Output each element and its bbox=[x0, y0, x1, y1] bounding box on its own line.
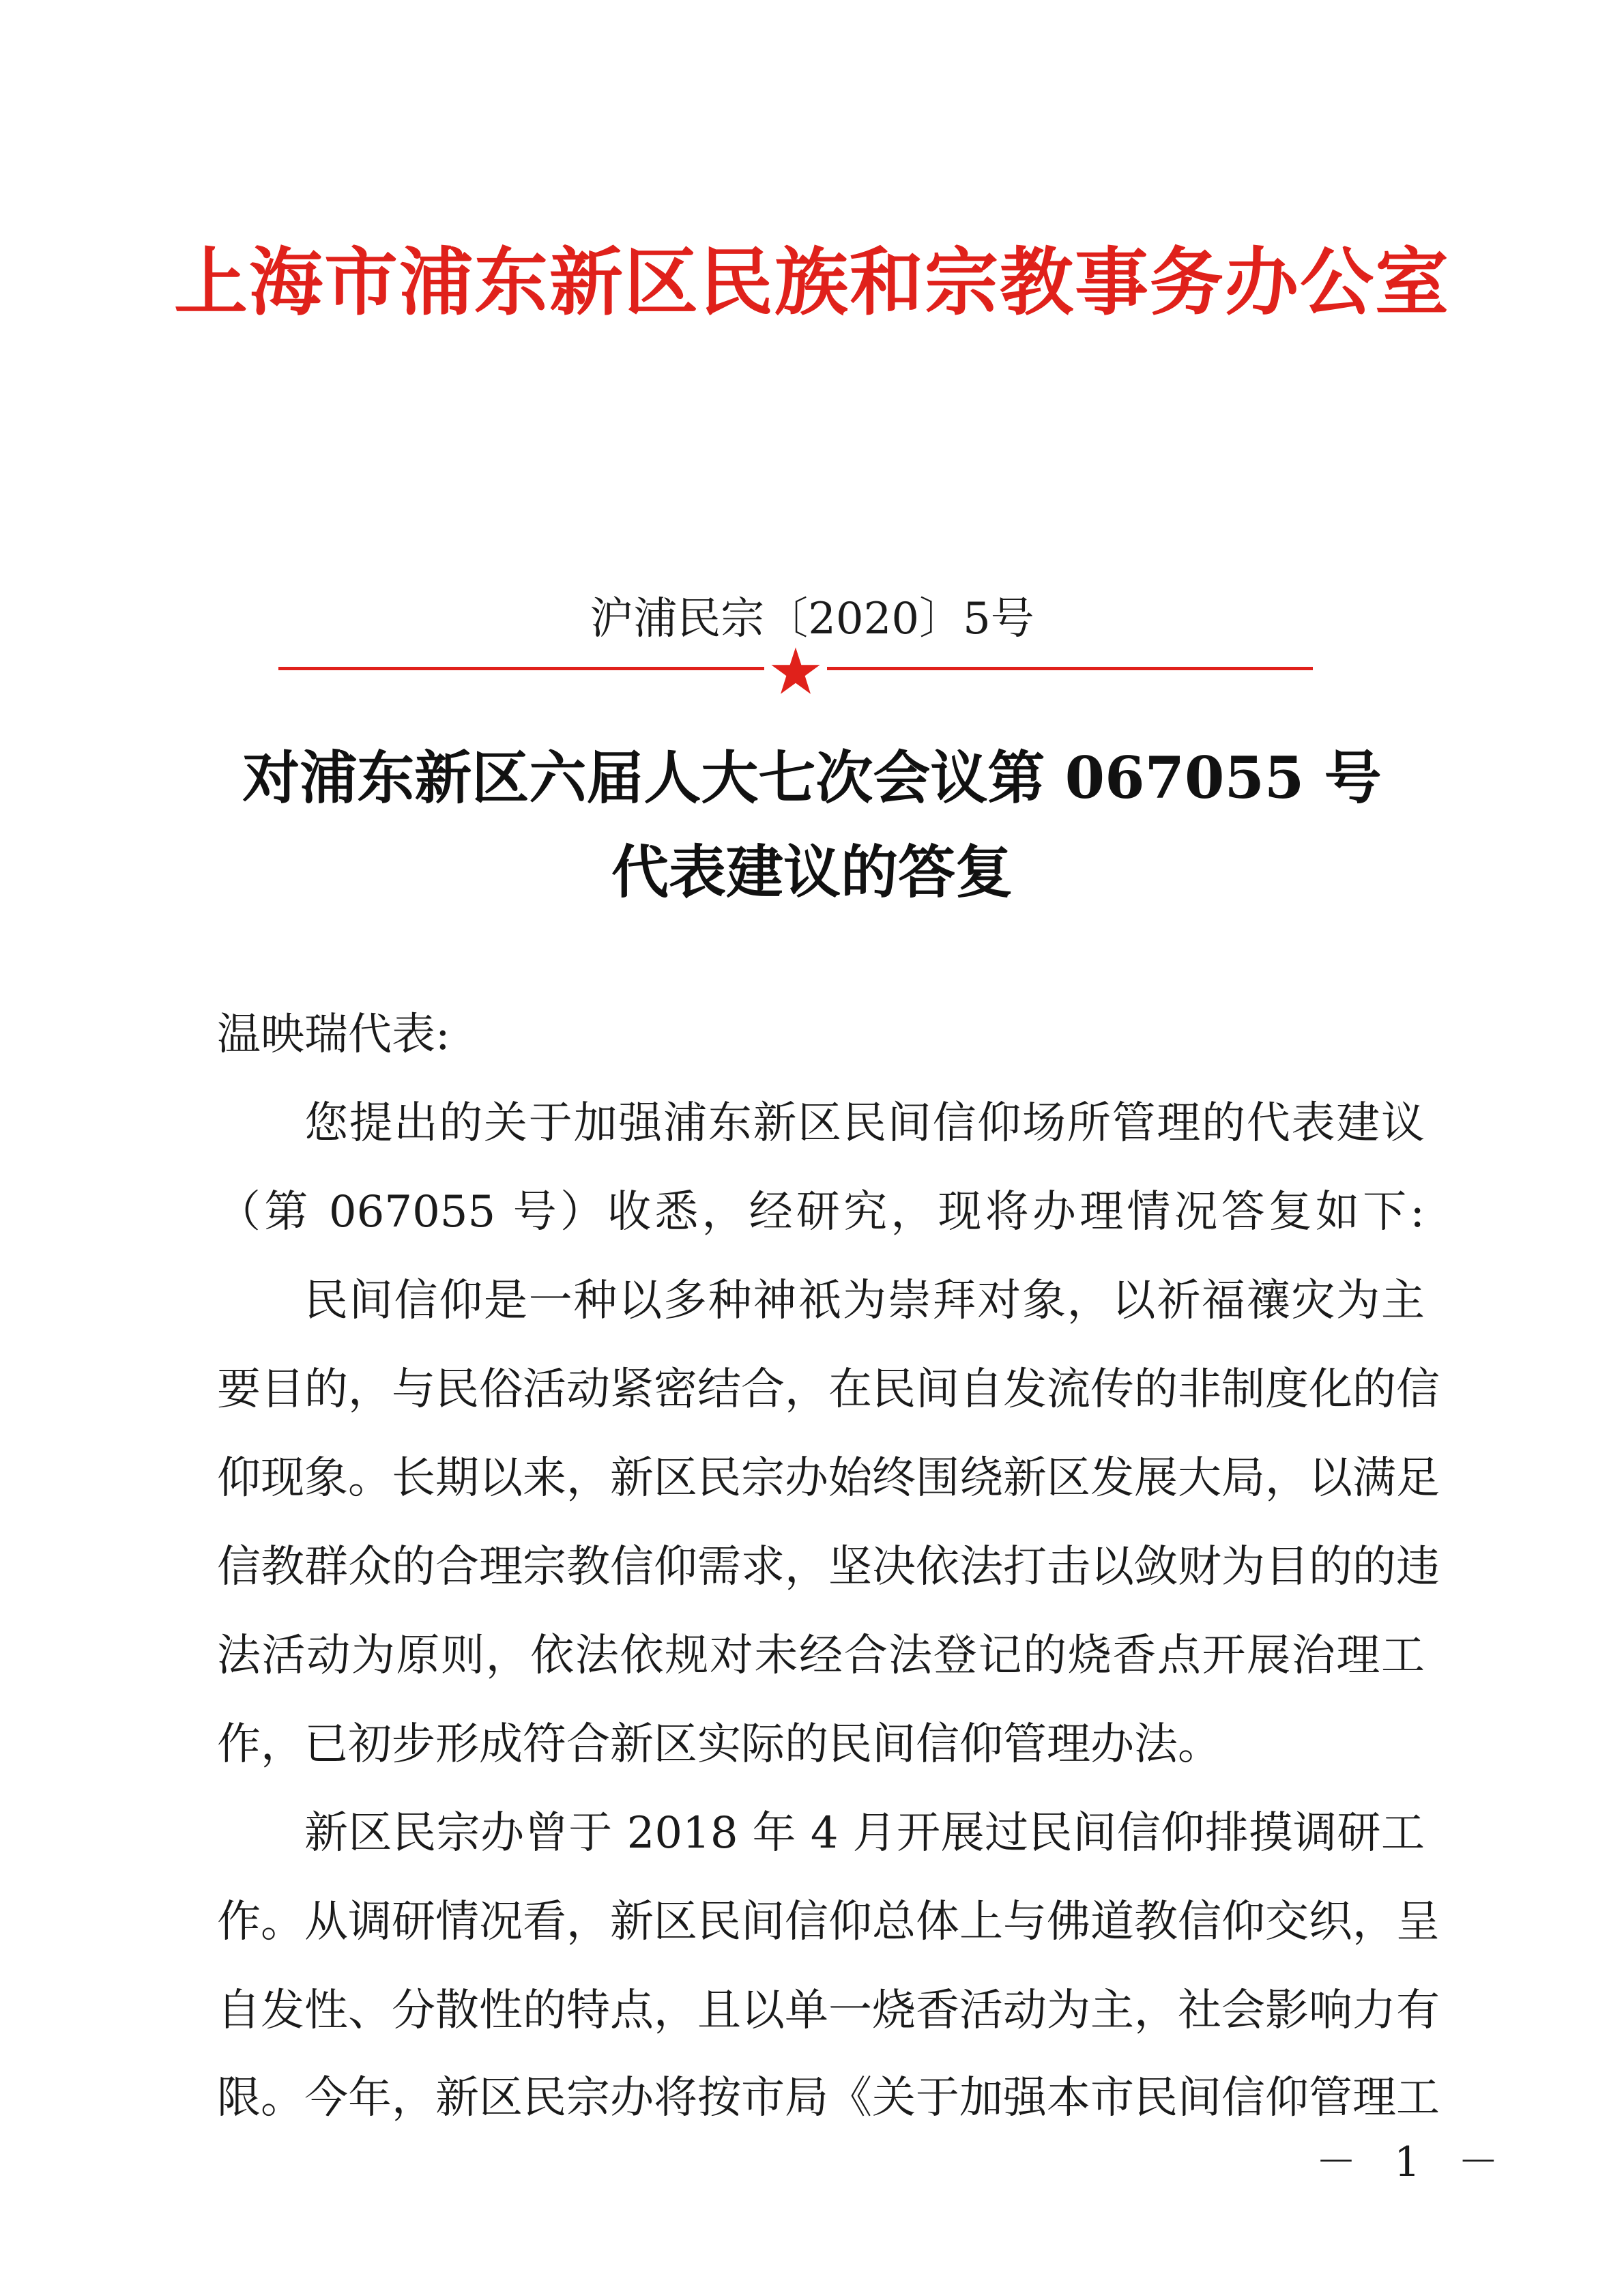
body-line: 民间信仰是一种以多种神祇为崇拜对象，以祈福禳灾为主 bbox=[304, 1276, 1425, 1326]
page-number: － 1 － bbox=[1316, 2138, 1511, 2186]
body-line: 法活动为原则，依法依规对未经合法登记的烧香点开展治理工 bbox=[217, 1631, 1425, 1681]
body-line: 信教群众的合理宗教信仰需求，坚决依法打击以敛财为目的的违 bbox=[217, 1542, 1440, 1592]
body-line: 新区民宗办曾于 2018 年 4 月开展过民间信仰排摸调研工 bbox=[304, 1808, 1425, 1859]
document-title-line-1: 对浦东新区六届人大七次会议第 067055 号 bbox=[242, 744, 1382, 812]
red-rule-left bbox=[278, 667, 764, 670]
body-line: 自发性、分散性的特点，且以单一烧香活动为主，社会影响力有 bbox=[217, 1985, 1440, 2036]
document-number: 沪浦民宗〔2020〕5号 bbox=[590, 594, 1034, 644]
red-star-icon bbox=[770, 646, 822, 695]
body-line: 要目的，与民俗活动紧密结合，在民间自发流传的非制度化的信 bbox=[217, 1364, 1440, 1415]
body-line: 仰现象。长期以来，新区民宗办始终围绕新区发展大局，以满足 bbox=[217, 1453, 1440, 1504]
body-line: （第 067055 号）收悉，经研究，现将办理情况答复如下: bbox=[217, 1187, 1425, 1237]
salutation: 温映瑞代表: bbox=[217, 1009, 450, 1060]
body-line: 限。今年，新区民宗办将按市局《关于加强本市民间信仰管理工 bbox=[217, 2073, 1440, 2123]
document-title-line-2: 代表建议的答复 bbox=[611, 838, 1013, 906]
body-line: 作，已初步形成符合新区实际的民间信仰管理办法。 bbox=[217, 1719, 1221, 1770]
body-line: 作。从调研情况看，新区民间信仰总体上与佛道教信仰交织，呈 bbox=[217, 1897, 1440, 1947]
organization-header: 上海市浦东新区民族和宗教事务办公室 bbox=[173, 240, 1450, 326]
body-line: 您提出的关于加强浦东新区民间信仰场所管理的代表建议 bbox=[304, 1098, 1425, 1149]
red-rule-right bbox=[827, 667, 1313, 670]
